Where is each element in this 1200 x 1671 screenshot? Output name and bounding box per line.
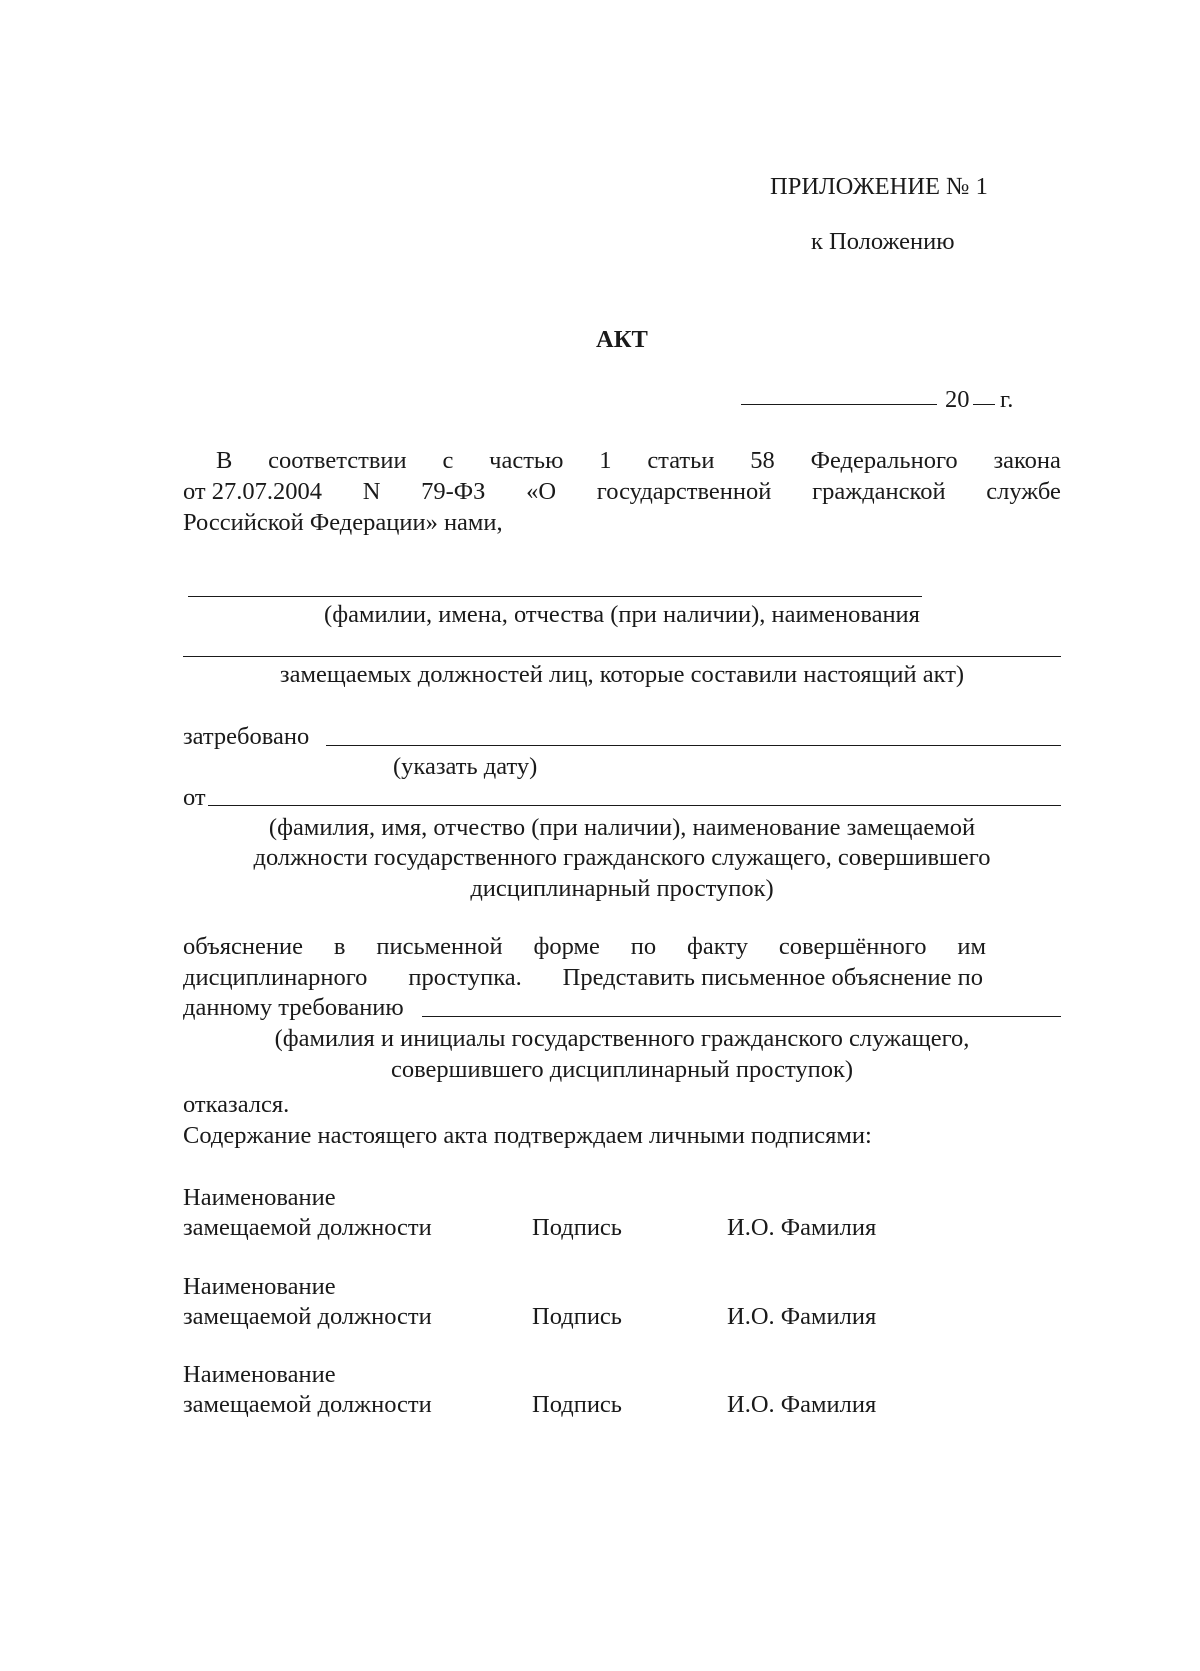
signature-sign: Подпись (532, 1303, 622, 1330)
compilers-blank-line-2 (183, 656, 1061, 657)
signature-position-line-2: замещаемой должности (183, 1391, 432, 1418)
appendix-heading: ПРИЛОЖЕНИЕ № 1 (770, 173, 988, 200)
signature-sign: Подпись (532, 1391, 622, 1418)
compilers-blank-line-1 (188, 596, 922, 597)
explanation-blank-line (422, 1016, 1061, 1017)
explanation-caption-1: (фамилия и инициалы государственного гражданского служащего, (274, 1025, 970, 1052)
employee-caption-3: дисциплинарный проступок) (470, 875, 774, 902)
explanation-line-2: дисциплинарного проступка. Представить письменное объяснение по (183, 964, 983, 991)
document-title: АКТ (596, 326, 648, 353)
signature-name: И.О. Фамилия (727, 1214, 877, 1241)
compilers-caption-2: замещаемых должностей лиц, которые составили настоящий акт) (279, 661, 965, 688)
signature-position-line-1: Наименование (183, 1273, 336, 1300)
signature-position-line-2: замещаемой должности (183, 1303, 432, 1330)
date-year-suffix: г. (1000, 386, 1014, 413)
signature-position-line-1: Наименование (183, 1184, 336, 1211)
refused-text: отказался. (183, 1091, 290, 1118)
explanation-caption-2: совершившего дисциплинарный проступок) (390, 1056, 854, 1083)
from-label: от (183, 784, 206, 811)
from-blank-line (208, 805, 1061, 806)
intro-line-1: В соответствии с частью 1 статьи 58 Федерального закона (216, 447, 1061, 474)
requested-blank-line (326, 745, 1061, 746)
signature-position-line-1: Наименование (183, 1361, 336, 1388)
year-blank-line (973, 404, 995, 405)
explanation-line-1: объяснение в письменной форме по факту совершённого им (183, 933, 986, 960)
date-blank-line (741, 404, 937, 405)
intro-line-2: от 27.07.2004 N 79-ФЗ «О государственной гражданской службе (183, 478, 1061, 505)
signature-sign: Подпись (532, 1214, 622, 1241)
date-hint: (указать дату) (393, 753, 538, 780)
employee-caption-2: должности государственного гражданского служащего, совершившего (253, 844, 991, 871)
signature-position-line-2: замещаемой должности (183, 1214, 432, 1241)
signature-name: И.О. Фамилия (727, 1391, 877, 1418)
compilers-caption-1: (фамилии, имена, отчества (при наличии), наименования (324, 601, 920, 628)
requested-label: затребовано (183, 723, 310, 750)
confirm-text: Содержание настоящего акта подтверждаем личными подписями: (183, 1122, 872, 1149)
date-year-prefix: 20 (945, 386, 970, 413)
explanation-line-3-label: данному требованию (183, 994, 404, 1021)
regulation-reference: к Положению (811, 228, 955, 255)
employee-caption-1: (фамилия, имя, отчество (при наличии), наименование замещаемой (268, 814, 976, 841)
intro-line-3: Российской Федерации» нами, (183, 509, 503, 536)
signature-name: И.О. Фамилия (727, 1303, 877, 1330)
